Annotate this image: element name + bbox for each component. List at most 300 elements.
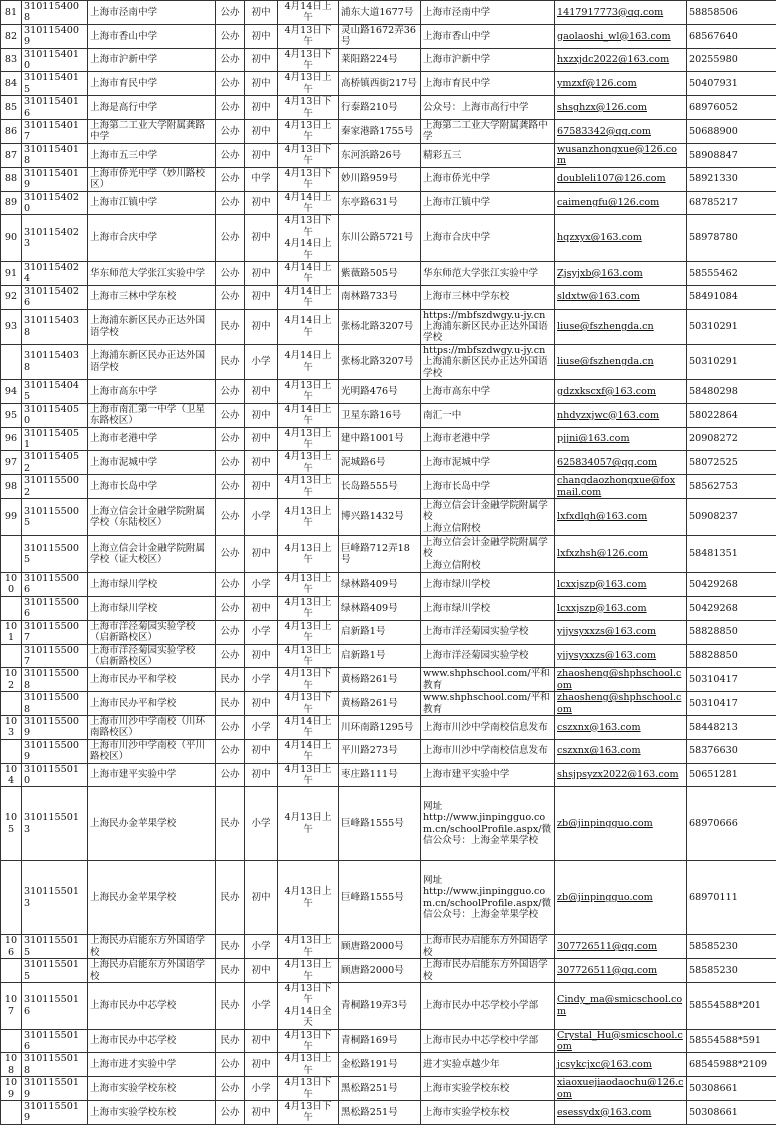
table-row xyxy=(1,1,776,25)
school-address: 浦东大道1677号 xyxy=(339,1,421,25)
contact-phone: 50429268 xyxy=(687,573,776,597)
school-level: 初中 xyxy=(245,644,278,668)
contact-email[interactable]: Crystal_Hu@smicschool.com xyxy=(555,1029,687,1053)
row-number: 86 xyxy=(1,120,22,144)
contact-phone: 58491084 xyxy=(687,285,776,309)
info-channel: 上海第二工业大学附属龚路中学 xyxy=(421,120,555,144)
open-time: 4月13日下午 xyxy=(278,1101,339,1125)
row-number: 88 xyxy=(1,167,22,191)
school-type: 公办 xyxy=(216,261,245,285)
school-address: 张杨北路3207号 xyxy=(339,309,421,344)
contact-email[interactable]: ymzxf@126.com xyxy=(555,72,687,96)
info-channel: 南汇一中 xyxy=(421,403,555,427)
school-name: 上海市育民中学 xyxy=(88,72,216,96)
school-type: 公办 xyxy=(216,1101,245,1125)
school-name: 上海市老港中学 xyxy=(88,427,216,451)
school-level: 初中 xyxy=(245,763,278,787)
school-code: 3101155016 xyxy=(22,1029,88,1053)
info-channel: 上海立信会计金融学院附属学校 上海立信附校 xyxy=(421,536,555,573)
school-type: 公办 xyxy=(216,143,245,167)
school-name: 上海市洋泾菊园实验学校（启新路校区） xyxy=(88,644,216,668)
school-level: 小学 xyxy=(245,499,278,536)
school-code: 3101154038 xyxy=(22,309,88,344)
row-number: 91 xyxy=(1,261,22,285)
contact-email[interactable]: zhaosheng@shphschool.com xyxy=(555,692,687,716)
open-time: 4月14日上午 xyxy=(278,715,339,739)
info-channel: 上海市沪新中学 xyxy=(421,48,555,72)
contact-email[interactable]: jcsykcjxc@163.com xyxy=(555,1053,687,1077)
contact-phone: 20908272 xyxy=(687,427,776,451)
info-channel: 上海市泾南中学 xyxy=(421,1,555,25)
table-row xyxy=(1,620,776,644)
school-code: 3101154023 xyxy=(22,215,88,262)
table-row xyxy=(1,787,776,861)
school-code: 3101154050 xyxy=(22,403,88,427)
open-time: 4月13日上午 xyxy=(278,959,339,983)
contact-email[interactable]: liuse@fszhengda.cn xyxy=(555,309,687,344)
school-level: 初中 xyxy=(245,427,278,451)
info-channel: 上海市川沙中学南校信息发布 xyxy=(421,715,555,739)
info-channel: 上海市川沙中学南校信息发布 xyxy=(421,739,555,763)
contact-phone: 68976052 xyxy=(687,96,776,120)
contact-email[interactable]: Cindy_ma@smicschool.com xyxy=(555,983,687,1030)
school-code: 3101154009 xyxy=(22,24,88,48)
info-channel: 上海市民办启能东方外国语学校 xyxy=(421,935,555,959)
open-time: 4月14日上午 xyxy=(278,191,339,215)
contact-email[interactable]: cszxnx@163.com xyxy=(555,715,687,739)
school-code: 3101155002 xyxy=(22,475,88,499)
contact-phone: 50688900 xyxy=(687,120,776,144)
contact-phone: 58908847 xyxy=(687,143,776,167)
school-code: 3101155015 xyxy=(22,959,88,983)
open-time: 4月13日下午 xyxy=(278,1029,339,1053)
info-channel: 上海市老港中学 xyxy=(421,427,555,451)
school-name: 上海市南汇第一中学（卫星东路校区） xyxy=(88,403,216,427)
school-address: 巨峰路1555号 xyxy=(339,787,421,861)
contact-email[interactable]: doubleli107@126.com xyxy=(555,167,687,191)
contact-email[interactable]: shsjpsyzx2022@163.com xyxy=(555,763,687,787)
contact-email[interactable]: esessydx@163.com xyxy=(555,1101,687,1125)
row-number xyxy=(1,1101,22,1125)
school-level: 小学 xyxy=(245,573,278,597)
info-channel: https://mbfszdwgy.u-jy.cn 上海浦东新区民办正达外国语学校 xyxy=(421,344,555,379)
row-number: 104 xyxy=(1,763,22,787)
school-type: 公办 xyxy=(216,427,245,451)
school-name: 上海市民办中芯学校 xyxy=(88,983,216,1030)
school-name: 上海市绿川学校 xyxy=(88,596,216,620)
table-row xyxy=(1,596,776,620)
contact-email[interactable]: xiaoxuejiaodaochu@126.com xyxy=(555,1077,687,1101)
school-code: 3101154026 xyxy=(22,285,88,309)
school-address: 巨峰路712弄18号 xyxy=(339,536,421,573)
school-level: 小学 xyxy=(245,935,278,959)
contact-phone: 58481351 xyxy=(687,536,776,573)
contact-phone: 58828850 xyxy=(687,644,776,668)
school-address: 顾唐路2000号 xyxy=(339,935,421,959)
info-channel: 上海市洋泾菊园实验学校 xyxy=(421,620,555,644)
contact-phone: 58562753 xyxy=(687,475,776,499)
open-time: 4月13日上午 xyxy=(278,72,339,96)
info-channel: 上海市绿川学校 xyxy=(421,596,555,620)
contact-email[interactable]: zb@jinpingguo.com xyxy=(555,861,687,935)
school-name: 上海市实验学校东校 xyxy=(88,1101,216,1125)
school-level: 初中 xyxy=(245,24,278,48)
school-type: 公办 xyxy=(216,1,245,25)
contact-email[interactable]: hqzxyx@163.com xyxy=(555,215,687,262)
school-level: 初中 xyxy=(245,48,278,72)
contact-phone: 68545988*2109 xyxy=(687,1053,776,1077)
info-channel: 上海市合庆中学 xyxy=(421,215,555,262)
contact-email[interactable]: 307726511@qq.com xyxy=(555,959,687,983)
open-time: 4月13日上午 xyxy=(278,380,339,404)
info-channel: 上海市民办中芯学校中学部 xyxy=(421,1029,555,1053)
school-level: 初中 xyxy=(245,451,278,475)
info-channel: 上海市长岛中学 xyxy=(421,475,555,499)
open-time: 4月14日上午 xyxy=(278,403,339,427)
contact-phone: 50407931 xyxy=(687,72,776,96)
school-code: 3101155016 xyxy=(22,983,88,1030)
info-channel: 上海市民办启能东方外国语学校 xyxy=(421,959,555,983)
school-address: 张杨北路3207号 xyxy=(339,344,421,379)
info-channel: 上海市洋泾菊园实验学校 xyxy=(421,644,555,668)
contact-email[interactable]: pjjni@163.com xyxy=(555,427,687,451)
school-address: 东川公路5721号 xyxy=(339,215,421,262)
school-code: 3101154015 xyxy=(22,72,88,96)
school-address: 平川路273号 xyxy=(339,739,421,763)
school-name: 上海浦东新区民办正达外国语学校 xyxy=(88,344,216,379)
school-type: 公办 xyxy=(216,715,245,739)
school-type: 公办 xyxy=(216,403,245,427)
school-code: 3101155009 xyxy=(22,739,88,763)
contact-email[interactable]: gdzxkscxf@163.com xyxy=(555,380,687,404)
school-code: 3101155019 xyxy=(22,1077,88,1101)
contact-email[interactable]: 307726511@qq.com xyxy=(555,935,687,959)
school-code: 3101154052 xyxy=(22,451,88,475)
school-level: 初中 xyxy=(245,1029,278,1053)
school-code: 3101155005 xyxy=(22,536,88,573)
school-code: 3101155013 xyxy=(22,787,88,861)
table-row xyxy=(1,935,776,959)
info-channel: 上海市三林中学东校 xyxy=(421,285,555,309)
school-address: 启新路1号 xyxy=(339,620,421,644)
school-type: 公办 xyxy=(216,380,245,404)
school-address: 绿林路409号 xyxy=(339,573,421,597)
contact-email[interactable]: 67583342@qq.com xyxy=(555,120,687,144)
school-code: 3101155008 xyxy=(22,668,88,692)
school-level: 初中 xyxy=(245,959,278,983)
contact-email[interactable]: lcxxjszp@163.com xyxy=(555,596,687,620)
school-address: 黑松路251号 xyxy=(339,1101,421,1125)
contact-email[interactable]: lxfxzhsh@126.com xyxy=(555,536,687,573)
school-address: 博兴路1432号 xyxy=(339,499,421,536)
school-level: 初中 xyxy=(245,692,278,716)
school-code: 3101155006 xyxy=(22,573,88,597)
contact-email[interactable]: changdaozhongxue@foxmail.com xyxy=(555,475,687,499)
contact-email[interactable]: lcxxjszp@163.com xyxy=(555,573,687,597)
contact-phone: 58554588*591 xyxy=(687,1029,776,1053)
info-channel: 上海市香山中学 xyxy=(421,24,555,48)
school-code: 3101155007 xyxy=(22,644,88,668)
school-name: 上海市江镇中学 xyxy=(88,191,216,215)
contact-email[interactable]: lxfxdlgh@163.com xyxy=(555,499,687,536)
table-row xyxy=(1,1077,776,1101)
table-row xyxy=(1,285,776,309)
school-type: 公办 xyxy=(216,620,245,644)
school-code: 3101154018 xyxy=(22,143,88,167)
school-type: 公办 xyxy=(216,475,245,499)
school-level: 小学 xyxy=(245,344,278,379)
table-row xyxy=(1,309,776,344)
school-address: 黄杨路261号 xyxy=(339,668,421,692)
contact-phone: 58585230 xyxy=(687,959,776,983)
open-time: 4月13日上午 xyxy=(278,499,339,536)
info-channel: 上海市泥城中学 xyxy=(421,451,555,475)
school-type: 民办 xyxy=(216,935,245,959)
contact-email[interactable]: liuse@fszhengda.cn xyxy=(555,344,687,379)
row-number: 90 xyxy=(1,215,22,262)
row-number xyxy=(1,596,22,620)
table-row xyxy=(1,692,776,716)
contact-phone: 68567640 xyxy=(687,24,776,48)
school-level: 初中 xyxy=(245,739,278,763)
open-time: 4月13日上午 xyxy=(278,427,339,451)
contact-phone: 58555462 xyxy=(687,261,776,285)
school-address: 东亭路631号 xyxy=(339,191,421,215)
contact-phone: 68970666 xyxy=(687,787,776,861)
school-level: 初中 xyxy=(245,861,278,935)
school-name: 上海浦东新区民办正达外国语学校 xyxy=(88,309,216,344)
contact-phone: 50308661 xyxy=(687,1101,776,1125)
school-level: 初中 xyxy=(245,403,278,427)
contact-phone: 50310417 xyxy=(687,668,776,692)
row-number xyxy=(1,959,22,983)
school-type: 公办 xyxy=(216,644,245,668)
school-name: 上海民办启能东方外国语学校 xyxy=(88,959,216,983)
school-code: 3101155008 xyxy=(22,692,88,716)
contact-email[interactable]: sldxtw@163.com xyxy=(555,285,687,309)
contact-email[interactable]: hxzxjdc2022@163.com xyxy=(555,48,687,72)
row-number xyxy=(1,692,22,716)
contact-email[interactable]: cszxnx@163.com xyxy=(555,739,687,763)
table-row xyxy=(1,959,776,983)
school-name: 上海是高行中学 xyxy=(88,96,216,120)
table-row xyxy=(1,1101,776,1125)
info-channel: www.shphschool.com/平和教育 xyxy=(421,668,555,692)
row-number xyxy=(1,1029,22,1053)
school-type: 民办 xyxy=(216,983,245,1030)
contact-phone: 50429268 xyxy=(687,596,776,620)
school-type: 公办 xyxy=(216,48,245,72)
school-name: 上海市建平实验中学 xyxy=(88,763,216,787)
school-type: 民办 xyxy=(216,787,245,861)
table-row xyxy=(1,1053,776,1077)
school-level: 初中 xyxy=(245,191,278,215)
open-time: 4月13日上午 xyxy=(278,475,339,499)
contact-email[interactable]: shsghzx@126.com xyxy=(555,96,687,120)
school-name: 上海市长岛中学 xyxy=(88,475,216,499)
school-name: 上海市沪新中学 xyxy=(88,48,216,72)
school-address: 东河浜路26号 xyxy=(339,143,421,167)
table-row xyxy=(1,644,776,668)
school-name: 上海市五三中学 xyxy=(88,143,216,167)
info-channel: 上海市民办中芯学校小学部 xyxy=(421,983,555,1030)
school-code: 3101154010 xyxy=(22,48,88,72)
row-number xyxy=(1,536,22,573)
school-address: 秦家港路1755号 xyxy=(339,120,421,144)
school-name: 上海市三林中学东校 xyxy=(88,285,216,309)
school-name: 上海第二工业大学附属龚路中学 xyxy=(88,120,216,144)
contact-email[interactable]: zb@jinpingguo.com xyxy=(555,787,687,861)
row-number xyxy=(1,739,22,763)
school-address: 卫星东路16号 xyxy=(339,403,421,427)
open-time: 4月13日下午 4月14日上午 xyxy=(278,215,339,262)
school-type: 民办 xyxy=(216,1029,245,1053)
table-row xyxy=(1,861,776,935)
school-name: 华东师范大学张江实验中学 xyxy=(88,261,216,285)
info-channel: https://mbfszdwgy.u-jy.cn 上海浦东新区民办正达外国语学校 xyxy=(421,309,555,344)
school-level: 小学 xyxy=(245,715,278,739)
school-type: 民办 xyxy=(216,668,245,692)
open-time: 4月13日上午 xyxy=(278,120,339,144)
info-channel: 华东师范大学张江实验中学 xyxy=(421,261,555,285)
contact-email[interactable]: yjjysyxxzs@163.com xyxy=(555,620,687,644)
school-address: 灵山路1672弄36号 xyxy=(339,24,421,48)
info-channel: 上海市绿川学校 xyxy=(421,573,555,597)
school-name: 上海市川沙中学南校（平川路校区） xyxy=(88,739,216,763)
school-level: 初中 xyxy=(245,596,278,620)
school-level: 小学 xyxy=(245,983,278,1030)
school-level: 初中 xyxy=(245,96,278,120)
school-name: 上海民办金苹果学校 xyxy=(88,861,216,935)
school-code: 3101155009 xyxy=(22,715,88,739)
table-row xyxy=(1,72,776,96)
school-level: 小学 xyxy=(245,1077,278,1101)
row-number: 84 xyxy=(1,72,22,96)
school-address: 绿林路409号 xyxy=(339,596,421,620)
table-row xyxy=(1,143,776,167)
school-code: 3101154024 xyxy=(22,261,88,285)
school-code: 3101155019 xyxy=(22,1101,88,1125)
info-channel: 公众号：上海市高行中学 xyxy=(421,96,555,120)
info-channel: 上海市江镇中学 xyxy=(421,191,555,215)
info-channel: 精彩五三 xyxy=(421,143,555,167)
open-time: 4月13日下午 xyxy=(278,692,339,716)
info-channel: 上海立信会计金融学院附属学校 上海立信附校 xyxy=(421,499,555,536)
contact-email[interactable]: caimengfu@126.com xyxy=(555,191,687,215)
school-name: 上海市泾南中学 xyxy=(88,1,216,25)
contact-email[interactable]: zhaosheng@shphschool.com xyxy=(555,668,687,692)
table-row xyxy=(1,739,776,763)
school-level: 初中 xyxy=(245,309,278,344)
contact-email[interactable]: nhdyzxjwc@163.com xyxy=(555,403,687,427)
info-channel: 上海市实验学校东校 xyxy=(421,1101,555,1125)
contact-email[interactable]: gaolaoshi_wl@163.com xyxy=(555,24,687,48)
contact-phone: 58858506 xyxy=(687,1,776,25)
contact-phone: 58585230 xyxy=(687,935,776,959)
school-level: 初中 xyxy=(245,261,278,285)
school-address: 行泰路210号 xyxy=(339,96,421,120)
row-number: 108 xyxy=(1,1053,22,1077)
school-type: 公办 xyxy=(216,499,245,536)
table-row xyxy=(1,763,776,787)
open-time: 4月13日下午 xyxy=(278,143,339,167)
table-row xyxy=(1,261,776,285)
info-channel: 网址 http://www.jinpingguo.com.cn/schoolProfile.aspx/微信公众号：上海金苹果学校 xyxy=(421,787,555,861)
contact-email[interactable]: 625834057@qq.com xyxy=(555,451,687,475)
open-time: 4月13日下午 xyxy=(278,167,339,191)
contact-phone: 68785217 xyxy=(687,191,776,215)
school-address: 妙川路959号 xyxy=(339,167,421,191)
open-time: 4月13日上午 xyxy=(278,573,339,597)
open-time: 4月14日上午 xyxy=(278,309,339,344)
contact-phone: 58978780 xyxy=(687,215,776,262)
info-channel: 上海市育民中学 xyxy=(421,72,555,96)
school-code: 3101154038 xyxy=(22,344,88,379)
row-number xyxy=(1,344,22,379)
school-address: 青桐路169号 xyxy=(339,1029,421,1053)
school-level: 小学 xyxy=(245,668,278,692)
contact-email[interactable]: yjjysyxxzs@163.com xyxy=(555,644,687,668)
open-time: 4月13日下午 xyxy=(278,96,339,120)
open-time: 4月13日下午 xyxy=(278,48,339,72)
school-type: 公办 xyxy=(216,573,245,597)
row-number: 106 xyxy=(1,935,22,959)
row-number: 102 xyxy=(1,668,22,692)
school-name: 上海市民办平和学校 xyxy=(88,692,216,716)
open-time: 4月13日下午 xyxy=(278,1077,339,1101)
school-level: 初中 xyxy=(245,120,278,144)
contact-email[interactable]: wusanzhongxue@126.com xyxy=(555,143,687,167)
row-number: 85 xyxy=(1,96,22,120)
row-number: 96 xyxy=(1,427,22,451)
school-level: 初中 xyxy=(245,1,278,25)
school-code: 3101154045 xyxy=(22,380,88,404)
school-type: 公办 xyxy=(216,763,245,787)
table-row xyxy=(1,1029,776,1053)
school-code: 3101155007 xyxy=(22,620,88,644)
contact-phone: 58921330 xyxy=(687,167,776,191)
open-time: 4月14日上午 xyxy=(278,1,339,25)
school-name: 上海市侨光中学（妙川路校区） xyxy=(88,167,216,191)
school-type: 公办 xyxy=(216,285,245,309)
contact-email[interactable]: 1417917773@qq.com xyxy=(555,1,687,25)
school-name: 上海民办启能东方外国语学校 xyxy=(88,935,216,959)
school-code: 3101154051 xyxy=(22,427,88,451)
row-number: 100 xyxy=(1,573,22,597)
school-type: 公办 xyxy=(216,191,245,215)
row-number xyxy=(1,644,22,668)
school-name: 上海市香山中学 xyxy=(88,24,216,48)
table-row xyxy=(1,344,776,379)
contact-phone: 58376630 xyxy=(687,739,776,763)
school-address: 顾唐路2000号 xyxy=(339,959,421,983)
open-time: 4月13日上午 xyxy=(278,596,339,620)
contact-email[interactable]: Zjsyjxb@163.com xyxy=(555,261,687,285)
row-number: 95 xyxy=(1,403,22,427)
contact-phone: 58828850 xyxy=(687,620,776,644)
contact-phone: 50310291 xyxy=(687,344,776,379)
table-row xyxy=(1,715,776,739)
school-address: 启新路1号 xyxy=(339,644,421,668)
school-code: 3101154019 xyxy=(22,167,88,191)
row-number: 98 xyxy=(1,475,22,499)
school-level: 初中 xyxy=(245,536,278,573)
school-type: 民办 xyxy=(216,344,245,379)
info-channel: 上海市侨光中学 xyxy=(421,167,555,191)
school-type: 民办 xyxy=(216,861,245,935)
open-time: 4月13日上午 xyxy=(278,1053,339,1077)
school-level: 小学 xyxy=(245,787,278,861)
